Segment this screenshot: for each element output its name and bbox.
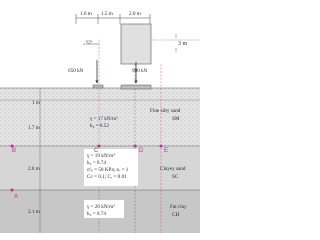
water-depth-label: 1 m [32, 100, 40, 106]
layer2-gamma: γ = 19 kN/m³ [87, 153, 115, 159]
layer3-gamma: γ = 20 kN/m³ [87, 204, 115, 210]
dim-label-1: 1.0 m [80, 11, 92, 17]
point-e-marker [160, 145, 163, 148]
point-d-label: D [139, 148, 144, 154]
footing-left [93, 85, 103, 88]
layer1-code: SM [172, 116, 180, 122]
building-block [121, 24, 151, 64]
load-label-left: 650 kN [68, 68, 84, 74]
dim-label-2: 1.5 m [101, 11, 113, 17]
layer2-k0: k₀ = 0.74 [87, 160, 106, 166]
water-table-icon [86, 41, 92, 44]
layer1-k0: k₀ = 0.52 [90, 123, 109, 129]
point-a-marker [11, 189, 14, 192]
point-e-label: E [164, 148, 169, 154]
surface-layer [0, 88, 200, 100]
point-b-label: B [12, 148, 17, 154]
layer3-k0: k₀ = 0.74 [87, 211, 106, 217]
layer2-name: Clayey sand [160, 166, 186, 172]
layer2-sigma: σ'ₚ = 50 KPa; eₒ = 1 [87, 167, 129, 173]
layer3-thickness: 2.1 m [28, 209, 40, 215]
footing-right [121, 85, 151, 89]
layer2-thickness: 2.8 m [28, 166, 40, 172]
depth-label-3m: 3 m [178, 41, 188, 47]
point-a-label: A [14, 194, 19, 200]
layer2-cc: Cc = 0.1; Cᵣ = 0.01 [87, 174, 127, 180]
layer3-name: Fat clay [170, 204, 187, 210]
point-c-label: C [94, 148, 99, 154]
layer1-gamma: γ = 17 kN/m³ [90, 116, 118, 122]
dim-label-3: 2.0 m [129, 11, 141, 17]
layer1-name: Fine silty sand [150, 108, 181, 114]
layer1-thickness: 1.7 m [28, 125, 40, 131]
layer2-code: SC [172, 174, 179, 180]
point-d-marker [134, 145, 137, 148]
load-label-right: 900 kN [132, 68, 148, 74]
layer3-code: CH [172, 212, 180, 218]
